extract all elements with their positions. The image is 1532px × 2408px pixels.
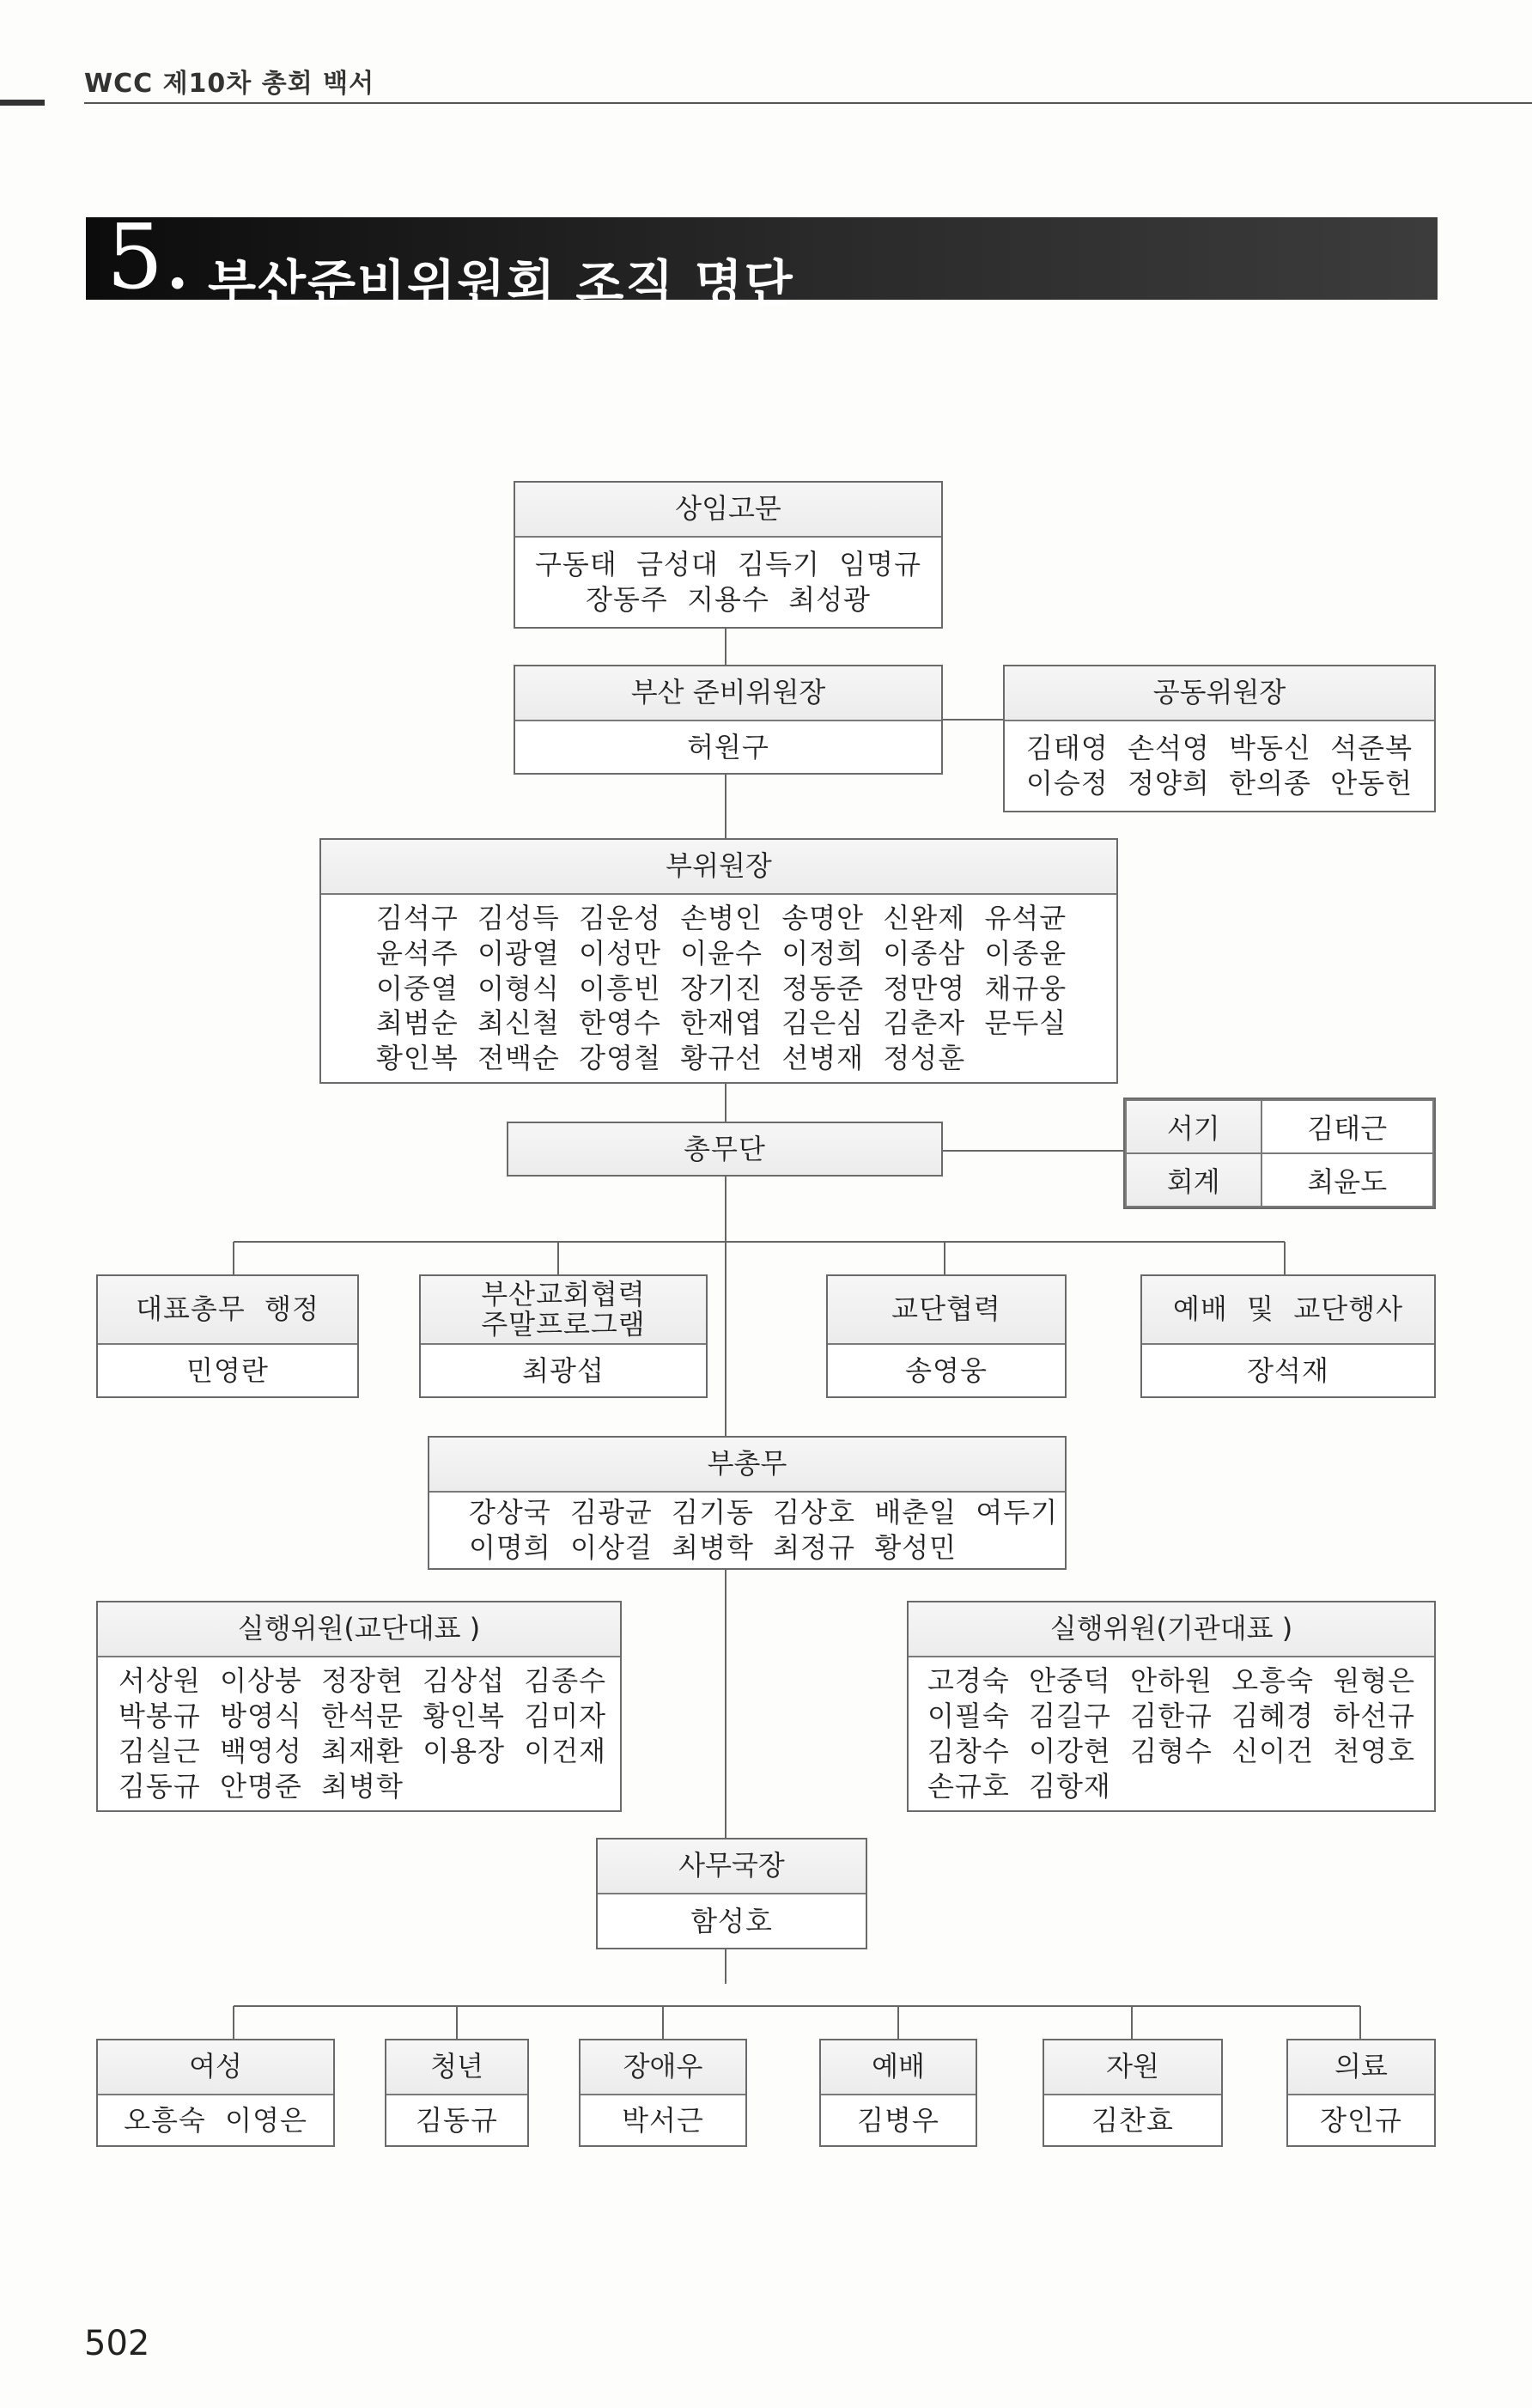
member-row: 김창수 이강현 김형수 신이건 천영호 xyxy=(927,1735,1416,1767)
member-row: 김석구 김성득 김운성 손병인 송명안 신완제 유석균 xyxy=(376,901,1067,934)
member-row: 박봉규 방영식 한석문 황인복 김미자 xyxy=(119,1700,607,1733)
advisors-box xyxy=(514,481,943,629)
committee-title: 청년 xyxy=(386,2040,527,2095)
vice-chairs-box xyxy=(319,838,1118,1084)
deputy-box xyxy=(428,1436,1067,1570)
member-row: 구동태 금성대 김득기 임명규 xyxy=(535,548,921,581)
general-affairs-title xyxy=(508,1123,941,1175)
director-box xyxy=(596,1838,867,1949)
vice-chairs-members xyxy=(321,895,1116,1082)
member-row: 김동규 안명준 최병학 xyxy=(119,1769,404,1803)
exec-denomination-box xyxy=(96,1601,622,1812)
co-chairs-members xyxy=(1005,721,1434,811)
committee-name xyxy=(98,2095,333,2145)
division-box xyxy=(96,1274,359,1398)
chair-name-text: 허원구 xyxy=(687,730,769,763)
exec-institution-box xyxy=(907,1601,1436,1812)
member-row: 장동주 지용수 최성광 xyxy=(586,583,871,616)
secretary-label: 서기 xyxy=(1126,1100,1261,1153)
committee-title: 장애우 xyxy=(581,2040,745,2095)
director-name xyxy=(598,1894,866,1948)
member-row: 김태영 손석영 박동신 석준복 xyxy=(1026,732,1413,765)
page-number: 502 xyxy=(84,2324,150,2363)
secretary-row xyxy=(1126,1100,1433,1153)
committee-title: 여성 xyxy=(98,2040,333,2095)
exec-denomination-members xyxy=(98,1657,620,1810)
exec-institution-members xyxy=(909,1657,1434,1810)
committee-title: 자원 xyxy=(1044,2040,1221,2095)
section-title: 부산준비위원회 조직 명단 xyxy=(208,254,794,313)
committee-name xyxy=(1288,2095,1434,2145)
director-name-text: 함성호 xyxy=(690,1904,773,1937)
member-row: 손규호 김항재 xyxy=(927,1769,1111,1803)
division-box xyxy=(419,1274,708,1398)
treasurer-label: 회계 xyxy=(1126,1153,1261,1207)
running-header: WCC 제10차 총회 백서 xyxy=(84,69,375,99)
section-number: 5. xyxy=(106,204,192,309)
division-title xyxy=(1142,1276,1434,1345)
committee-name-text: 박서근 xyxy=(622,2103,704,2137)
committee-box xyxy=(1043,2039,1223,2147)
member-row: 김실근 백영성 최재환 이용장 이건재 xyxy=(119,1735,607,1767)
committee-title: 의료 xyxy=(1288,2040,1434,2095)
member-row: 이명희 이상걸 최병학 최정규 황성민 xyxy=(469,1531,958,1564)
secretary-treasurer-table xyxy=(1123,1098,1436,1209)
general-affairs-box xyxy=(507,1122,943,1177)
division-name-text: 송영웅 xyxy=(905,1353,988,1387)
vice-chairs-title: 부위원장 xyxy=(321,840,1116,895)
member-row: 고경숙 안중덕 안하원 오흥숙 원형은 xyxy=(927,1664,1416,1698)
committee-name-text: 김찬효 xyxy=(1091,2103,1174,2137)
treasurer-name: 최윤도 xyxy=(1261,1153,1433,1207)
division-title xyxy=(828,1276,1065,1345)
division-name xyxy=(98,1345,357,1396)
chair-title: 부산 준비위원장 xyxy=(515,666,941,721)
co-chairs-title: 공동위원장 xyxy=(1005,666,1434,721)
chair-box xyxy=(514,665,943,775)
member-row: 이중열 이형식 이흥빈 장기진 정동준 정만영 채규웅 xyxy=(376,971,1067,1005)
co-chairs-box xyxy=(1003,665,1436,812)
committee-name-text: 김동규 xyxy=(416,2103,498,2137)
committee-title: 예배 xyxy=(821,2040,976,2095)
division-name-text: 최광섭 xyxy=(522,1353,605,1387)
member-row: 서상원 이상붕 정장현 김상섭 김종수 xyxy=(119,1664,607,1698)
committee-box xyxy=(96,2039,335,2147)
committee-box xyxy=(385,2039,529,2147)
committee-box xyxy=(579,2039,747,2147)
division-name xyxy=(421,1345,706,1396)
chair-name xyxy=(515,721,941,773)
committee-name xyxy=(386,2095,527,2145)
secretary-name: 김태근 xyxy=(1261,1100,1433,1153)
member-row: 이승정 정양희 한의종 안동헌 xyxy=(1026,767,1413,800)
division-name-text: 민영란 xyxy=(186,1353,269,1387)
division-name-text: 장석재 xyxy=(1247,1353,1329,1387)
member-row: 황인복 전백순 강영철 황규선 선병재 정성훈 xyxy=(376,1042,966,1075)
general-affairs-title-text: 총무단 xyxy=(684,1132,766,1165)
division-title-text: 대표총무 행정 xyxy=(136,1292,319,1326)
division-title-text: 교단협력 xyxy=(891,1292,1001,1326)
committee-name xyxy=(821,2095,976,2145)
committee-name-text: 장인규 xyxy=(1320,2103,1402,2137)
committee-name-text: 김병우 xyxy=(857,2103,939,2137)
committee-name xyxy=(1044,2095,1221,2145)
committee-box xyxy=(1286,2039,1436,2147)
committee-box xyxy=(819,2039,977,2147)
advisors-title: 상임고문 xyxy=(515,483,941,538)
division-box xyxy=(1140,1274,1436,1398)
treasurer-row xyxy=(1126,1153,1433,1207)
division-title xyxy=(421,1276,706,1345)
member-row: 윤석주 이광열 이성만 이윤수 이정희 이종삼 이종윤 xyxy=(376,936,1067,970)
member-row: 강상국 김광균 김기동 김상호 배춘일 여두기 xyxy=(469,1496,1059,1529)
director-title: 사무국장 xyxy=(598,1839,866,1894)
division-title-text: 예배 및 교단행사 xyxy=(1172,1292,1404,1326)
exec-institution-title: 실행위원(기관대표 ) xyxy=(909,1602,1434,1657)
division-title-text: 부산교회협력 주말프로그램 xyxy=(481,1277,646,1341)
exec-denomination-title: 실행위원(교단대표 ) xyxy=(98,1602,620,1657)
member-row: 최범순 최신철 한영수 한재엽 김은심 김춘자 문두실 xyxy=(376,1006,1067,1040)
deputy-members xyxy=(429,1493,1065,1568)
deputy-title: 부총무 xyxy=(429,1438,1065,1493)
committee-name-text: 오흥숙 이영은 xyxy=(124,2103,307,2137)
division-box xyxy=(826,1274,1067,1398)
member-row: 이필숙 김길구 김한규 김혜경 하선규 xyxy=(927,1700,1416,1733)
division-name xyxy=(1142,1345,1434,1396)
division-name xyxy=(828,1345,1065,1396)
advisors-members xyxy=(515,538,941,627)
committee-name xyxy=(581,2095,745,2145)
division-title xyxy=(98,1276,357,1345)
